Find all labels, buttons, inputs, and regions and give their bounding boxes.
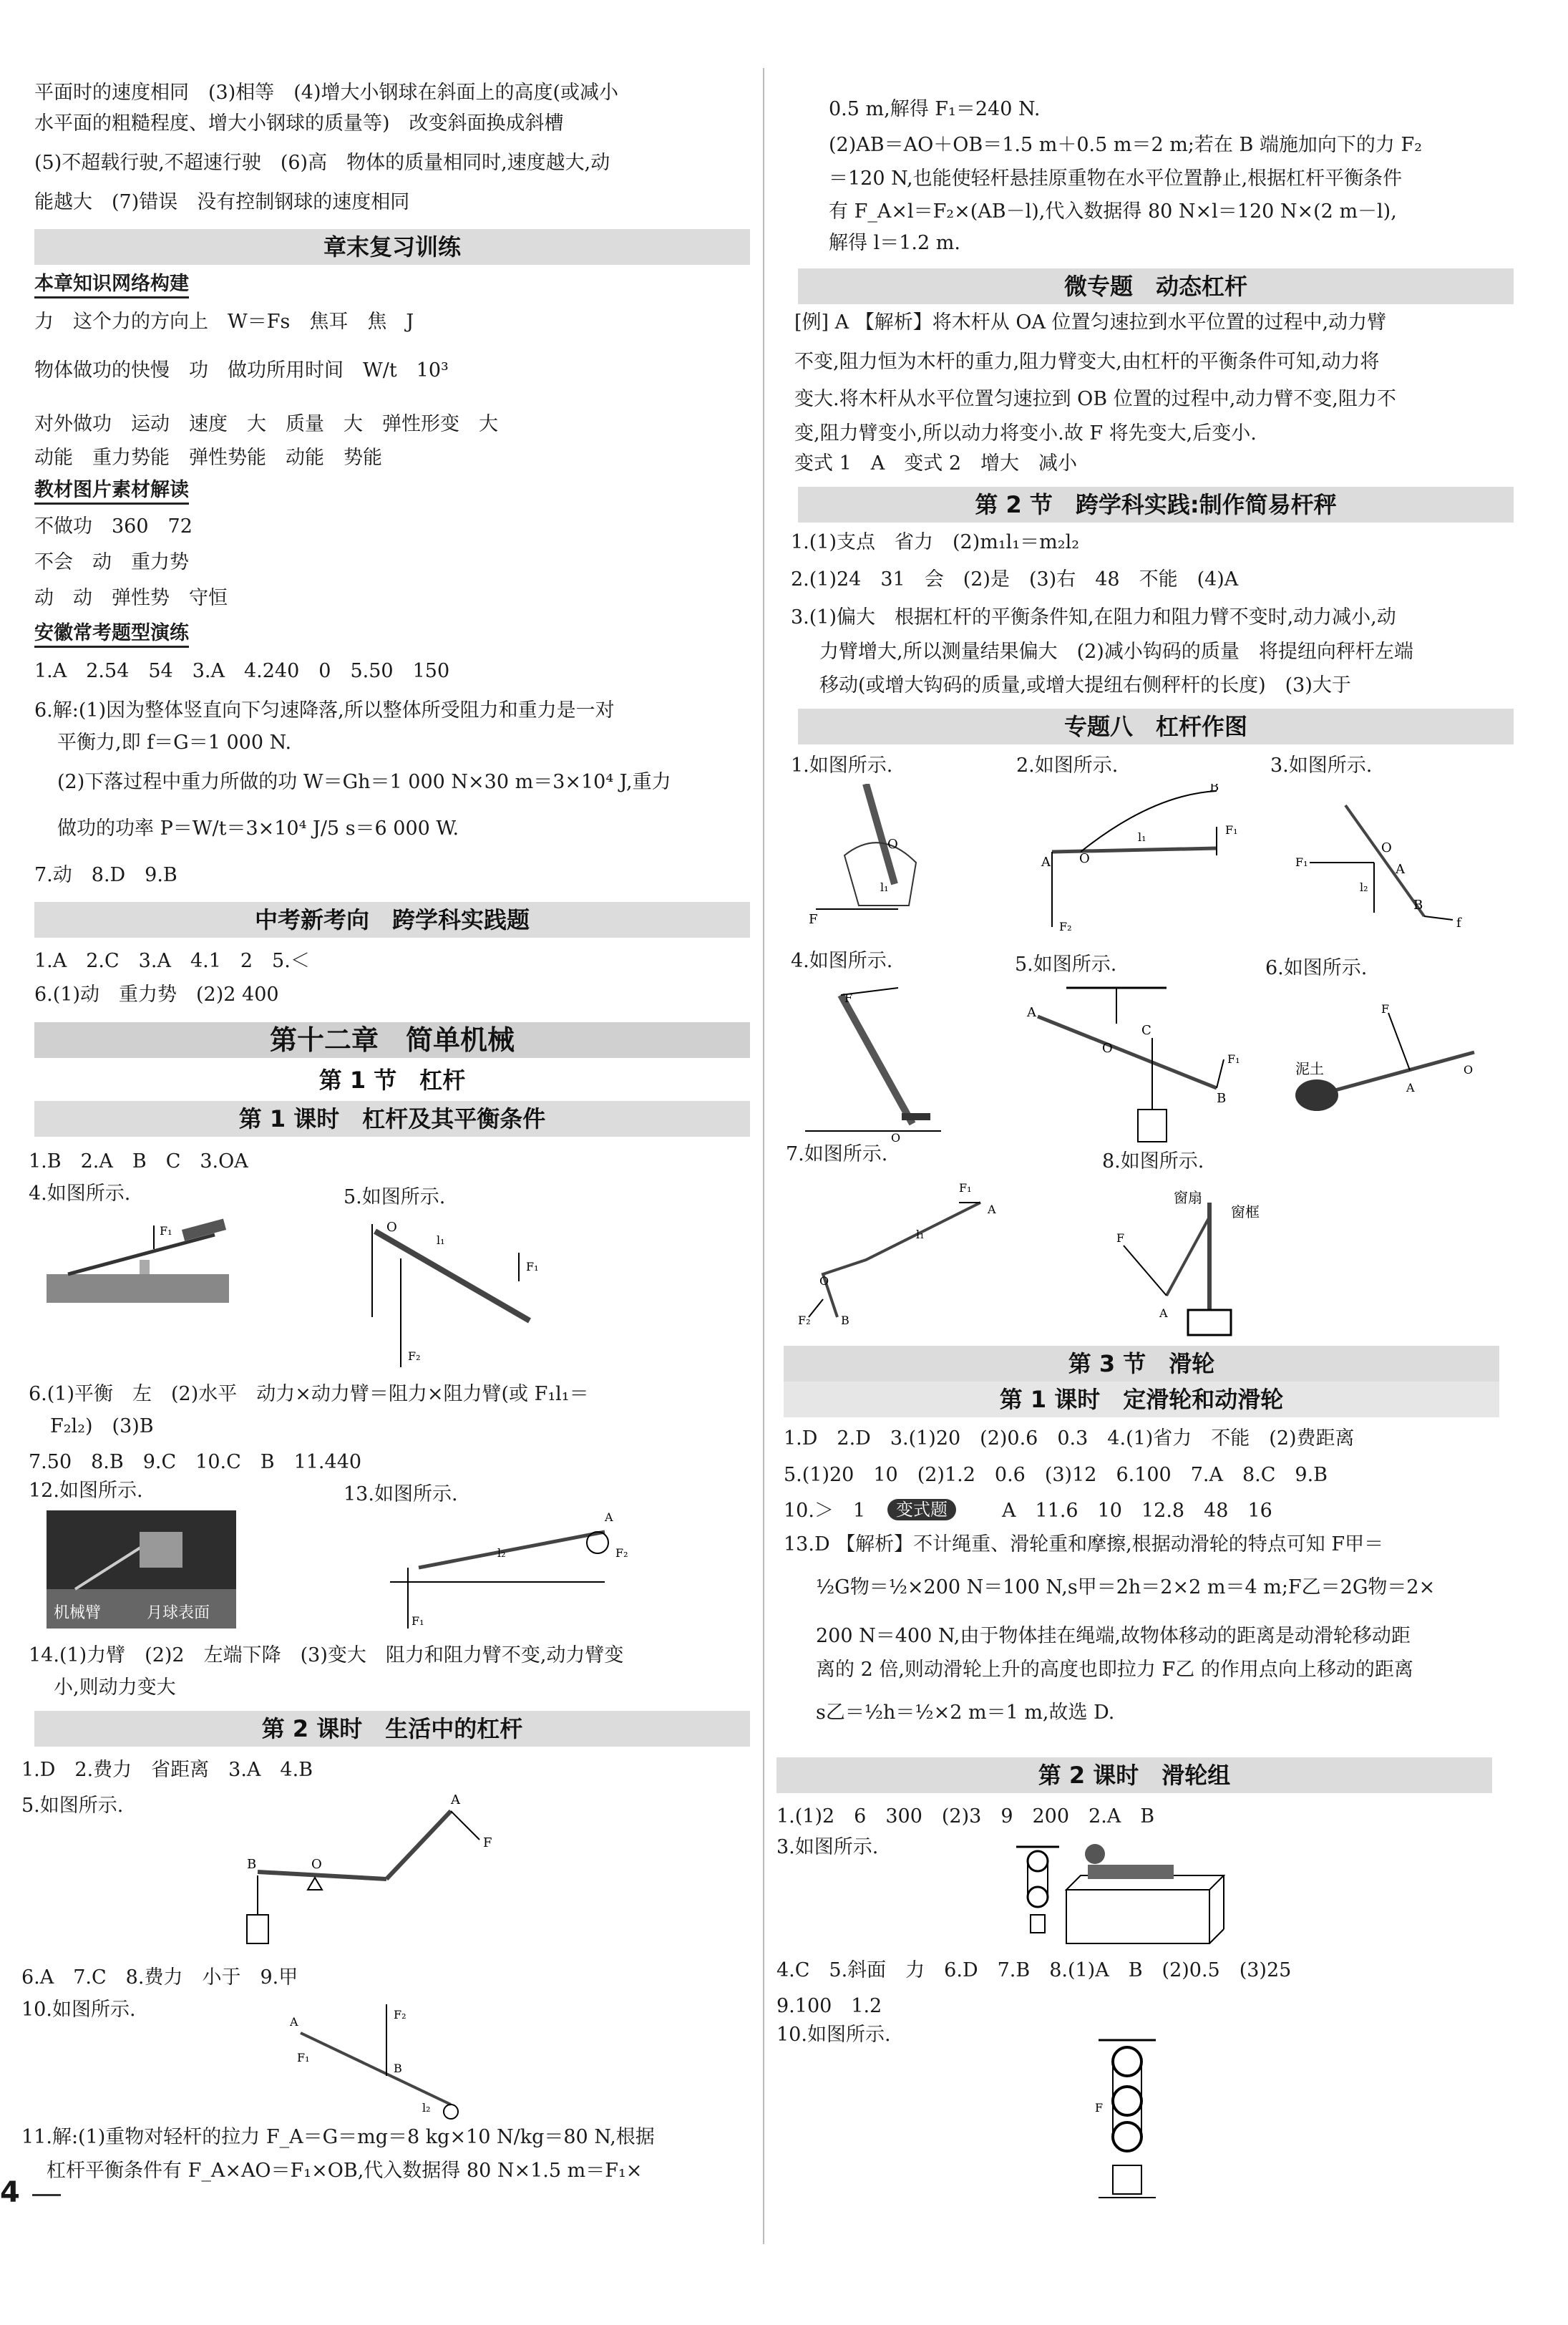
text-line: 做功的功率 P＝W/t＝3×10⁴ J/5 s＝6 000 W. — [57, 817, 459, 840]
svg-text:B: B — [841, 1314, 849, 1327]
svg-text:F₁: F₁ — [160, 1224, 172, 1238]
svg-text:A: A — [1396, 862, 1405, 877]
section-header: 章末复习训练 — [34, 229, 750, 265]
svg-text:O: O — [887, 837, 898, 852]
text-line: 力臂增大,所以测量结果偏大 (2)减小钩码的质量 将提纽向秤杆左端 — [819, 641, 1413, 663]
text-line: 8.如图所示. — [1102, 1150, 1204, 1173]
svg-text:F: F — [1095, 2101, 1104, 2115]
text-line: 10.＞ 1 — [784, 1500, 866, 1522]
svg-text:O: O — [891, 1131, 901, 1145]
text-line: 5.如图所示. — [21, 1795, 124, 1817]
text-line: 力 这个力的方向上 W＝Fs 焦耳 焦 J — [34, 311, 414, 333]
text-line: 3.如图所示. — [776, 1836, 879, 1858]
text-line: 7.50 8.B 9.C 10.C B 11.440 — [29, 1451, 362, 1473]
moon-surface-label: 月球表面 — [147, 1604, 210, 1622]
column-divider — [763, 68, 764, 2244]
svg-text:A: A — [1041, 855, 1051, 870]
text-line: A 11.6 10 12.8 48 16 — [1002, 1500, 1272, 1522]
svg-text:F₁: F₁ — [1295, 855, 1308, 869]
figure-lesson2-5 — [243, 1793, 515, 1958]
robot-arm-label: 机械臂 — [54, 1604, 102, 1622]
text-line: ＝120 N,也能使轻杆悬挂原重物在水平位置静止,根据杠杆平衡条件 — [829, 168, 1403, 190]
svg-text:O: O — [819, 1274, 829, 1288]
svg-text:F: F — [809, 912, 818, 927]
text-line: 1.B 2.A B C 3.OA — [29, 1150, 248, 1173]
text-line: 能越大 (7)错误 没有控制钢球的速度相同 — [34, 191, 410, 213]
text-line: 5.(1)20 10 (2)1.2 0.6 (3)12 6.100 7.A 8.C 9.B — [784, 1464, 1328, 1486]
text-line: 2.(1)24 31 会 (2)是 (3)右 48 不能 (4)A — [791, 568, 1239, 591]
figure-topic8-5 — [1023, 981, 1245, 1152]
text-line: 解得 l＝1.2 m. — [829, 232, 960, 254]
text-line: F₂l₂) (3)B — [50, 1415, 154, 1437]
text-line: 6.(1)平衡 左 (2)水平 动力×动力臂＝阻力×阻力臂(或 F₁l₁＝ — [29, 1383, 589, 1405]
text-line: 动能 重力势能 弹性势能 动能 势能 — [34, 447, 382, 469]
text-line: s乙＝½h＝½×2 m＝1 m,故选 D. — [816, 1702, 1115, 1724]
svg-text:F₁: F₁ — [412, 1614, 424, 1628]
chapter-title: 第十二章 简单机械 — [34, 1022, 750, 1058]
svg-text:F₁: F₁ — [1225, 823, 1238, 837]
figure-topic8-8 — [1116, 1188, 1288, 1339]
section-header: 专题八 杠杆作图 — [798, 709, 1514, 744]
text-line: (5)不超载行驶,不超速行驶 (6)高 物体的质量相同时,速度越大,动 — [34, 152, 610, 174]
text-line: 1.D 2.费力 省距离 3.A 4.B — [21, 1759, 313, 1781]
svg-text:F₂: F₂ — [798, 1314, 811, 1327]
window-frame-label: 窗框 — [1231, 1203, 1260, 1220]
figure-13-lever — [390, 1510, 633, 1636]
text-line: 9.100 1.2 — [776, 1995, 882, 2017]
text-line: 杠杆平衡条件有 F_A×AO＝F₁×OB,代入数据得 80 N×1.5 m＝F₁× — [47, 2160, 643, 2182]
soil-label: 泥土 — [1295, 1060, 1324, 1077]
text-line: 1.D 2.D 3.(1)20 (2)0.6 0.3 4.(1)省力 不能 (2)费距离 — [784, 1427, 1355, 1450]
figure-topic8-6 — [1281, 1002, 1496, 1124]
svg-text:l₁: l₁ — [437, 1233, 445, 1247]
figure-pulley2-3 — [1016, 1840, 1231, 1951]
svg-text:l₂: l₂ — [497, 1546, 506, 1560]
text-line: 3.(1)偏大 根据杠杆的平衡条件知,在阻力和阻力臂不变时,动力减小,动 — [791, 606, 1396, 628]
svg-text:A: A — [605, 1510, 613, 1524]
figure-topic8-1 — [794, 784, 980, 927]
section-title: 第 1 节 杠杆 — [34, 1062, 750, 1098]
variant-badge-label: 变式题 — [887, 1499, 956, 1520]
text-line: 1.如图所示. — [791, 754, 893, 777]
text-line: 离的 2 倍,则动滑轮上升的高度也即拉力 F乙 的作用点向上移动的距离 — [816, 1659, 1413, 1681]
svg-text:A: A — [1027, 1005, 1036, 1020]
text-line: 6.A 7.C 8.费力 小于 9.甲 — [21, 1966, 298, 1989]
text-line: 有 F_A×l＝F₂×(AB－l),代入数据得 80 N×l＝120 N×(2 m－l), — [829, 200, 1397, 223]
text-line: 平面时的速度相同 (3)相等 (4)增大小钢球在斜面上的高度(或减小 — [34, 82, 619, 104]
svg-text:A: A — [290, 2015, 298, 2029]
section-header: 微专题 动态杠杆 — [798, 268, 1514, 304]
text-line: 7.动 8.D 9.B — [34, 864, 177, 886]
text-line: 不做功 360 72 — [34, 515, 193, 538]
text-line: 12.如图所示. — [29, 1480, 143, 1502]
text-line: 0.5 m,解得 F₁＝240 N. — [829, 98, 1041, 120]
svg-text:B: B — [1217, 1091, 1227, 1106]
text-line: 3.如图所示. — [1270, 754, 1373, 777]
section-header: 第 3 节 滑轮 — [784, 1346, 1499, 1382]
figure-12-photo — [47, 1510, 236, 1629]
svg-text:O: O — [1079, 851, 1090, 866]
svg-text:F₁: F₁ — [526, 1260, 539, 1273]
section-header: 第 2 节 跨学科实践:制作简易杆秤 — [798, 487, 1514, 523]
svg-text:F₂: F₂ — [615, 1546, 628, 1560]
svg-text:O: O — [311, 1857, 322, 1872]
text-line: 6.解:(1)因为整体竖直向下匀速降落,所以整体所受阻力和重力是一对 — [34, 699, 615, 722]
text-line: 11.解:(1)重物对轻杆的拉力 F_A＝G＝mg＝8 kg×10 N/kg＝80 N,根据 — [21, 2126, 655, 2148]
text-line: 动 动 弹性势 守恒 — [34, 587, 228, 609]
text-line: 变式 1 A 变式 2 增大 减小 — [794, 452, 1078, 475]
svg-text:l₁: l₁ — [1138, 830, 1146, 844]
svg-text:O: O — [1464, 1063, 1474, 1077]
text-line: [例] A 【解析】将木杆从 OA 位置匀速拉到水平位置的过程中,动力臂 — [794, 311, 1387, 334]
svg-text:F: F — [1381, 1002, 1390, 1016]
text-line: 平衡力,即 f＝G＝1 000 N. — [57, 732, 292, 754]
svg-text:A: A — [451, 1793, 460, 1807]
text-line: 10.如图所示. — [21, 1999, 136, 2021]
figure-topic8-7 — [794, 1174, 1016, 1328]
svg-text:B: B — [1209, 784, 1219, 795]
figure-5-lever — [358, 1217, 573, 1367]
text-line: 变,阻力臂变小,所以动力将变小.故 F 将先变大,后变小. — [794, 422, 1257, 445]
text-line: 1.(1)支点 省力 (2)m₁l₁＝m₂l₂ — [791, 531, 1080, 553]
lesson-title: 第 2 课时 生活中的杠杆 — [34, 1711, 750, 1747]
subheading: 教材图片素材解读 — [34, 478, 189, 505]
svg-text:A: A — [988, 1203, 996, 1216]
svg-text:A: A — [1406, 1081, 1415, 1094]
svg-text:O: O — [1381, 840, 1392, 855]
page-number-bar — [32, 2194, 61, 2196]
text-line: 10.如图所示. — [776, 2024, 891, 2046]
figure-pulley2-10 — [1091, 2037, 1163, 2201]
page-number: 4 — [0, 2176, 20, 2209]
subheading: 安徽常考题型演练 — [34, 621, 189, 648]
svg-text:F: F — [483, 1835, 492, 1850]
figure-topic8-3 — [1281, 784, 1489, 934]
svg-text:O: O — [1102, 1041, 1113, 1056]
text-line: 5.如图所示. — [344, 1186, 446, 1208]
text-line: 13.如图所示. — [344, 1483, 458, 1505]
text-line: (2)AB＝AO＋OB＝1.5 m＋0.5 m＝2 m;若在 B 端施加向下的力 F₂ — [829, 134, 1423, 156]
text-line: 小,则动力变大 — [54, 1676, 176, 1699]
svg-text:F: F — [1116, 1231, 1125, 1245]
svg-text:l₂: l₂ — [422, 2101, 431, 2115]
svg-text:f: f — [1456, 916, 1461, 931]
svg-text:A: A — [1159, 1306, 1168, 1320]
text-line: (2)下落过程中重力所做的功 W＝Gh＝1 000 N×30 m＝3×10⁴ J,重力 — [57, 771, 671, 793]
svg-text:B: B — [394, 2062, 402, 2075]
figure-4-lever — [47, 1217, 229, 1310]
figure-topic8-4 — [805, 981, 948, 1145]
text-line: 移动(或增大钩码的质量,或增大提纽右侧秤杆的长度) (3)大于 — [819, 674, 1351, 696]
figure-lesson2-10 — [279, 2004, 479, 2126]
text-line: 4.C 5.斜面 力 6.D 7.B 8.(1)A B (2)0.5 (3)25 — [776, 1959, 1292, 1981]
text-line: 4.如图所示. — [791, 950, 893, 972]
lesson-title: 第 2 课时 滑轮组 — [776, 1757, 1492, 1793]
svg-text:F₁: F₁ — [297, 2051, 310, 2064]
svg-text:l₂: l₂ — [1360, 880, 1368, 894]
variant-badge — [887, 1497, 956, 1523]
text-line: 1.A 2.C 3.A 4.1 2 5.＜ — [34, 950, 310, 972]
text-line: 5.如图所示. — [1015, 953, 1117, 976]
text-line: ½G物＝½×200 N＝100 N,s甲＝2h＝2×2 m＝4 m;F乙＝2G物＝2× — [816, 1576, 1436, 1598]
text-line: 对外做功 运动 速度 大 质量 大 弹性形变 大 — [34, 413, 498, 435]
svg-text:F₂: F₂ — [408, 1349, 421, 1363]
text-line: 200 N＝400 N,由于物体挂在绳端,故物体移动的距离是动滑轮移动距 — [816, 1625, 1411, 1647]
svg-text:l₁: l₁ — [880, 880, 889, 894]
svg-text:F₁: F₁ — [959, 1181, 972, 1195]
text-line: 物体做功的快慢 功 做功所用时间 W/t 10³ — [34, 359, 449, 382]
svg-text:F: F — [844, 991, 853, 1005]
figure-topic8-2 — [1038, 784, 1260, 938]
lesson-title: 第 1 课时 定滑轮和动滑轮 — [784, 1382, 1499, 1417]
text-line: 不会 动 重力势 — [34, 551, 189, 573]
svg-text:C: C — [1141, 1023, 1151, 1038]
text-line: 变大.将木杆从水平位置匀速拉到 OB 位置的过程中,动力臂不变,阻力不 — [794, 388, 1396, 410]
svg-text:B: B — [247, 1857, 257, 1872]
subheading: 本章知识网络构建 — [34, 272, 189, 298]
text-line: 6.如图所示. — [1265, 957, 1368, 979]
text-line: 13.D 【解析】不计绳重、滑轮重和摩擦,根据动滑轮的特点可知 F甲＝ — [784, 1533, 1384, 1555]
svg-text:B: B — [1413, 898, 1423, 913]
text-line: 水平面的粗糙程度、增大小钢球的质量等) 改变斜面换成斜槽 — [34, 112, 564, 135]
svg-text:l₁: l₁ — [916, 1228, 925, 1241]
text-line: 14.(1)力臂 (2)2 左端下降 (3)变大 阻力和阻力臂不变,动力臂变 — [29, 1644, 624, 1666]
lesson-title: 第 1 课时 杠杆及其平衡条件 — [34, 1101, 750, 1137]
text-line: 2.如图所示. — [1016, 754, 1119, 777]
text-line: 4.如图所示. — [29, 1183, 131, 1205]
text-line: 1.A 2.54 54 3.A 4.240 0 5.50 150 — [34, 660, 450, 682]
text-line: 6.(1)动 重力势 (2)2 400 — [34, 984, 279, 1006]
section-header: 中考新考向 跨学科实践题 — [34, 902, 750, 938]
text-line: 1.(1)2 6 300 (2)3 9 200 2.A B — [776, 1805, 1155, 1828]
svg-text:F₁: F₁ — [1227, 1052, 1240, 1066]
svg-text:F₂: F₂ — [394, 2008, 406, 2021]
window-sash-label: 窗扇 — [1174, 1189, 1202, 1206]
text-line: 7.如图所示. — [786, 1143, 888, 1165]
svg-text:F₂: F₂ — [1059, 920, 1072, 933]
svg-text:O: O — [386, 1220, 397, 1235]
text-line: 不变,阻力恒为木杆的重力,阻力臂变大,由杠杆的平衡条件可知,动力将 — [794, 351, 1380, 373]
